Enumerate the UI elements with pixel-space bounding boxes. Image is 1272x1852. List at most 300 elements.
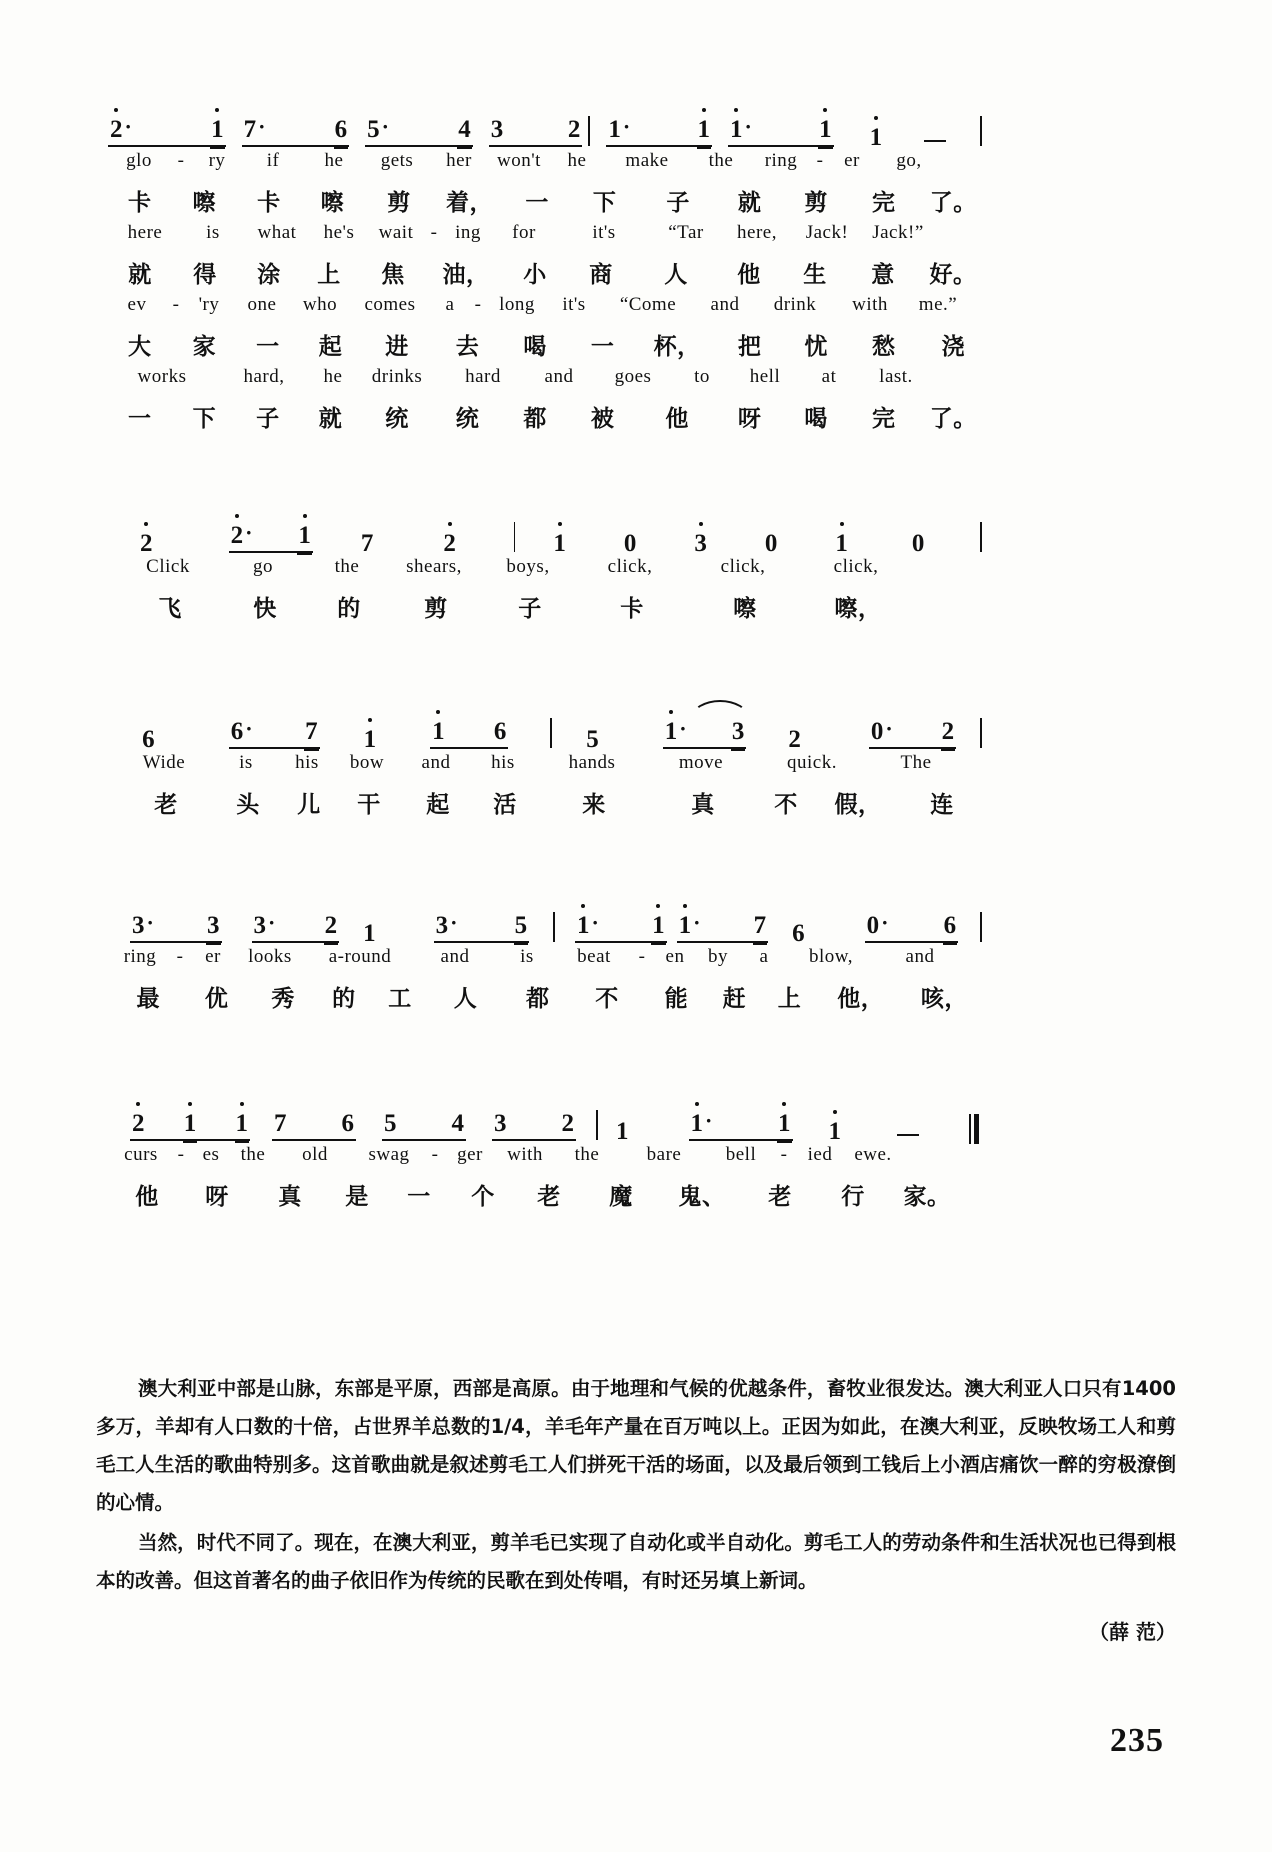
lyric-syllable: click, (607, 556, 653, 577)
note: 5 (514, 912, 528, 939)
note: 1 (211, 116, 224, 143)
note: 1· (678, 910, 701, 939)
lyric-syllable: ewe. (854, 1144, 892, 1165)
lyric-syllable: works (137, 366, 187, 387)
lyric-char: 他， (837, 986, 885, 1012)
system-3-lyrics-cn (108, 786, 988, 824)
lyric-char: 着， (446, 190, 494, 216)
lyric-syllable: drinks (371, 366, 423, 387)
beam-group (229, 718, 320, 752)
lyric-char: 老 (768, 1184, 792, 1210)
lyric-syllable: - (780, 1144, 788, 1165)
lyric-syllable: one (247, 294, 277, 315)
system-1-lyrics-en-2 (108, 222, 988, 256)
lyric-char: 嚓 (320, 190, 345, 216)
lyric-char: 连 (930, 792, 954, 818)
note: 2 (788, 726, 801, 753)
barline (550, 718, 552, 748)
lyric-char: 卡 (257, 190, 281, 216)
note: 1· (608, 114, 631, 143)
lyric-syllable: drink (773, 294, 817, 315)
barline (553, 912, 555, 942)
note: 3 (207, 912, 220, 939)
note: 1· (690, 1108, 713, 1137)
lyric-char: 他 (135, 1184, 159, 1210)
lyric-char: 嚓 (733, 596, 757, 622)
lyric-char: 是 (345, 1184, 369, 1210)
lyric-syllable: ied (807, 1144, 833, 1165)
lyric-char: 去 (455, 334, 480, 360)
lyric-syllable: gets (380, 150, 414, 171)
lyric-char: 干 (357, 792, 381, 818)
final-barline (969, 1114, 979, 1144)
lyric-char: 快 (253, 596, 277, 622)
page-number: 235 (1110, 1722, 1164, 1759)
lyric-syllable: the (334, 556, 360, 577)
lyric-char: 魔 (609, 1184, 633, 1210)
lyric-char: 一 (256, 334, 280, 360)
note: 1 (432, 718, 445, 745)
lyric-syllable: - (431, 1144, 439, 1165)
lyric-syllable: - (638, 946, 646, 967)
note: 2· (230, 520, 253, 549)
lyric-syllable: it's (562, 294, 586, 315)
note: 7 (305, 718, 318, 745)
note: 7 (360, 530, 374, 557)
lyric-char: 一 (590, 334, 615, 360)
lyric-char: 老 (154, 792, 178, 818)
lyric-syllable: hard (465, 366, 501, 387)
barline (588, 116, 590, 146)
lyric-syllable: me.” (918, 294, 958, 315)
lyric-syllable: quick. (787, 752, 837, 773)
lyric-char: 忧 (804, 334, 828, 360)
lyric-char: 涂 (257, 262, 281, 288)
lyric-char: 老 (537, 1184, 561, 1210)
lyric-syllable: “Tar (668, 222, 704, 243)
lyric-syllable: ev (127, 294, 147, 315)
beam-group (242, 116, 350, 150)
beam-group (229, 522, 313, 556)
note: 4 (451, 1110, 464, 1137)
lyric-char: 杯， (653, 334, 701, 360)
lyric-syllable: comes (364, 294, 416, 315)
lyric-syllable: if (266, 150, 280, 171)
lyric-char: 愁 (871, 334, 896, 360)
note: 1 (553, 530, 566, 557)
lyric-char: 上 (317, 262, 341, 288)
lyric-syllable: a (759, 946, 769, 967)
system-5-lyrics-en (108, 1144, 988, 1178)
lyric-syllable: he's (323, 222, 355, 243)
lyric-syllable: - (177, 1144, 185, 1165)
lyric-syllable: at (821, 366, 837, 387)
lyric-char: 呀 (205, 1184, 229, 1210)
lyric-char: 喝 (523, 334, 547, 360)
note: 2· (110, 114, 132, 143)
system-1-notes (108, 104, 988, 150)
system-5-notes (108, 1098, 988, 1144)
barline (514, 522, 516, 552)
lyric-syllable: ring (123, 946, 157, 967)
lyric-char: 起 (426, 792, 450, 818)
lyric-char: 头 (236, 792, 260, 818)
system-1 (108, 104, 988, 438)
note: 0· (866, 910, 889, 939)
lyric-syllable: hands (568, 752, 616, 773)
lyric-syllable: a (445, 294, 455, 315)
lyric-char: 不 (774, 792, 798, 818)
lyric-syllable: Click (146, 556, 190, 577)
lyric-syllable: blow, (808, 946, 854, 967)
lyric-syllable: ing (455, 222, 481, 243)
lyric-syllable: with (852, 294, 888, 315)
beam-group (865, 912, 958, 946)
lyric-char: 能 (664, 986, 689, 1012)
lyric-syllable: is (520, 946, 534, 967)
beam-group (689, 1110, 793, 1144)
system-2-lyrics-en (108, 556, 988, 590)
system-4-notes (108, 900, 988, 946)
lyric-syllable: The (900, 752, 932, 773)
note: 6 (943, 912, 957, 939)
lyric-syllable: - (816, 150, 824, 171)
lyric-syllable: here, (737, 222, 777, 243)
system-2-notes (108, 510, 988, 556)
lyric-syllable: and (710, 294, 740, 315)
beam-group (663, 718, 747, 752)
lyric-char: 人 (664, 262, 688, 288)
lyric-char: 下 (192, 406, 217, 432)
note: 1 (183, 1110, 197, 1137)
lyric-syllable: bell (725, 1144, 757, 1165)
beam-group (108, 116, 226, 150)
lyric-syllable: he (324, 150, 344, 171)
lyric-char: 完 (871, 190, 896, 216)
system-3 (108, 706, 988, 824)
lyric-char: 子 (256, 406, 280, 432)
hold-dash (924, 140, 946, 143)
beam-group (606, 116, 712, 150)
lyric-syllable: er (844, 150, 860, 171)
lyric-char: 家 (192, 334, 217, 360)
musical-score (108, 104, 988, 1222)
note: 2 (324, 912, 338, 939)
beam-group (728, 116, 834, 150)
note: 3 (494, 1110, 507, 1137)
note: 7 (753, 912, 767, 939)
program-notes (96, 1370, 1176, 1602)
note: 0 (764, 530, 778, 557)
lyric-syllable: for (512, 222, 536, 243)
lyric-syllable: and (440, 946, 470, 967)
note: 1 (869, 124, 883, 151)
beam-group (489, 117, 583, 150)
beam-group (869, 718, 956, 752)
system-4-lyrics-en (108, 946, 988, 980)
lyric-syllable: the (240, 1144, 266, 1165)
hold-dash (897, 1134, 919, 1137)
note: 0 (911, 530, 925, 557)
lyric-syllable: shears, (406, 556, 462, 577)
lyric-syllable: by (708, 946, 728, 967)
lyric-char: 剪 (804, 190, 828, 216)
lyric-char: 子 (666, 190, 690, 216)
note: 3 (731, 718, 745, 745)
lyric-char: 下 (592, 190, 617, 216)
lyric-char: 喝 (804, 406, 828, 432)
lyric-char: 最 (136, 986, 160, 1012)
note: 6 (493, 718, 507, 745)
system-1-lyrics-en-1 (108, 150, 988, 184)
lyric-syllable: it's (592, 222, 616, 243)
lyric-syllable: “Come (619, 294, 677, 315)
note: 1 (828, 1118, 841, 1145)
lyric-char: 真 (278, 1184, 302, 1210)
beam-group (272, 1111, 356, 1144)
note: 5 (384, 1110, 397, 1137)
note: 2 (567, 116, 581, 143)
system-gap (108, 1024, 988, 1098)
note: 2 (561, 1110, 574, 1137)
lyric-char: 飞 (158, 596, 182, 622)
lyric-syllable: glo (126, 150, 152, 171)
lyric-syllable: move (678, 752, 724, 773)
lyric-syllable: Jack! (805, 222, 849, 243)
lyric-syllable: her (446, 150, 472, 171)
lyric-char: 剪 (387, 190, 411, 216)
lyric-char: 都 (525, 986, 550, 1012)
lyric-syllable: long (499, 294, 535, 315)
lyric-syllable: wait (378, 222, 414, 243)
system-gap (108, 830, 988, 900)
lyric-syllable: hard, (243, 366, 285, 387)
lyric-char: 被 (590, 406, 615, 432)
beam-group (430, 719, 508, 752)
lyric-char: 不 (595, 986, 619, 1012)
note: 1 (235, 1110, 248, 1137)
lyric-char: 小 (523, 262, 547, 288)
system-2 (108, 510, 988, 628)
lyric-syllable: and (905, 946, 935, 967)
note: 0 (623, 530, 637, 557)
note: 6 (792, 920, 805, 947)
lyric-syllable: go, (896, 150, 922, 171)
lyric-char: 油， (442, 262, 490, 288)
barline (980, 522, 982, 552)
note: 3· (132, 910, 154, 939)
lyric-syllable: es (202, 1144, 220, 1165)
lyric-syllable: won't (497, 150, 541, 171)
note: 2 (132, 1110, 145, 1137)
lyric-char: 好。 (929, 262, 977, 288)
beam-group (382, 1111, 466, 1144)
lyric-char: 嚓， (834, 596, 882, 622)
note: 6 (341, 1110, 354, 1137)
lyric-syllable: who (302, 294, 338, 315)
lyric-char: 意 (871, 262, 895, 288)
system-5 (108, 1098, 988, 1216)
lyric-char: 个 (471, 1184, 495, 1210)
lyric-char: 起 (318, 334, 343, 360)
lyric-char: 活 (493, 792, 517, 818)
lyric-syllable: - (430, 222, 438, 243)
note: 5· (367, 114, 389, 143)
lyric-syllable: he (323, 366, 343, 387)
note: 1· (730, 114, 752, 143)
lyric-syllable: boys, (506, 556, 550, 577)
lyric-char: 假， (834, 792, 882, 818)
barline (980, 718, 982, 748)
lyric-char: 统 (455, 406, 480, 432)
note: 1 (697, 116, 710, 143)
note: 1 (778, 1110, 791, 1137)
system-gap (108, 444, 988, 510)
note: 5 (586, 726, 599, 753)
beam-group (677, 912, 769, 946)
barline-thick (974, 1114, 979, 1144)
lyric-syllable: here (127, 222, 163, 243)
lyric-syllable: - (172, 294, 180, 315)
lyric-syllable: click, (720, 556, 766, 577)
lyric-char: 一 (128, 406, 152, 432)
lyric-char: 得 (193, 262, 217, 288)
lyric-char: 人 (453, 986, 478, 1012)
beam-group (434, 912, 529, 946)
system-1-lyrics-cn-2 (108, 256, 988, 294)
lyric-syllable: old (302, 1144, 328, 1165)
note: 2 (140, 530, 153, 557)
note: 1 (652, 912, 665, 939)
attribution: （薛 范） (1089, 1620, 1176, 1644)
note: 1 (298, 522, 311, 549)
note: 7· (243, 114, 266, 143)
lyric-char: 来 (582, 792, 606, 818)
lyric-char: 呀 (737, 406, 762, 432)
lyric-char: 一 (407, 1184, 431, 1210)
lyric-syllable: and (544, 366, 574, 387)
lyric-syllable: is (239, 752, 253, 773)
lyric-syllable: goes (614, 366, 652, 387)
lyric-syllable: to (694, 366, 710, 387)
lyric-syllable: ring (764, 150, 798, 171)
beam-group (130, 1111, 250, 1144)
lyric-char: 商 (589, 262, 613, 288)
lyric-syllable: - (474, 294, 482, 315)
lyric-syllable: looks (248, 946, 292, 967)
barline (980, 116, 982, 146)
lyric-syllable: bow (349, 752, 385, 773)
lyric-syllable: er (205, 946, 221, 967)
beam-group (365, 116, 473, 150)
lyric-char: 进 (385, 334, 409, 360)
lyric-char: 嚓 (192, 190, 217, 216)
note: 0· (870, 716, 893, 745)
note: 7 (274, 1110, 287, 1137)
beam-group (575, 912, 667, 946)
lyric-syllable: - (176, 946, 184, 967)
lyric-char: 家。 (903, 1184, 951, 1210)
lyric-syllable: - (177, 150, 185, 171)
lyric-char: 统 (385, 406, 409, 432)
lyric-char: 都 (523, 406, 547, 432)
lyric-char: 上 (777, 986, 802, 1012)
system-1-lyrics-en-3 (108, 294, 988, 328)
lyric-char: 他 (737, 262, 761, 288)
lyric-char: 卡 (620, 596, 644, 622)
note: 2 (443, 530, 456, 557)
system-4-lyrics-cn (108, 980, 988, 1018)
lyric-char: 浇 (941, 334, 965, 360)
lyric-char: 秀 (271, 986, 295, 1012)
note: 2 (941, 718, 955, 745)
system-1-lyrics-cn-3 (108, 328, 988, 366)
lyric-syllable: curs (124, 1144, 158, 1165)
note: 3 (490, 116, 504, 143)
note: 3 (694, 530, 707, 557)
lyric-char: 的 (337, 596, 361, 622)
lyric-syllable: swag (368, 1144, 410, 1165)
note: 6 (334, 116, 348, 143)
system-4 (108, 900, 988, 1018)
lyric-char: 焦 (381, 262, 405, 288)
lyric-syllable: with (507, 1144, 543, 1165)
lyric-syllable: hell (749, 366, 781, 387)
system-1-lyrics-cn-4 (108, 400, 988, 438)
note: 6 (142, 726, 155, 753)
lyric-syllable: Jack!” (872, 222, 924, 243)
system-2-lyrics-cn (108, 590, 988, 628)
lyric-syllable: a-round (328, 946, 392, 967)
system-5-lyrics-cn (108, 1178, 988, 1216)
lyric-char: 赶 (722, 986, 747, 1012)
lyric-char: 的 (332, 986, 356, 1012)
beam-group (492, 1111, 576, 1144)
lyric-char: 大 (128, 334, 152, 360)
barline-thin (969, 1114, 971, 1144)
lyric-syllable: he (567, 150, 587, 171)
program-note-paragraph-1: 澳大利亚中部是山脉，东部是平原，西部是高原。由于地理和气候的优越条件，畜牧业很发达。澳大利亚人口只有1400多万，羊却有人口数的十倍，占世界羊总数的1/4，羊毛年产量在百万吨以上。正因为如此，在澳大利亚，反映牧场工人和剪毛工人生活的歌曲特别多。这首歌曲就是叙述剪毛工人们拼死干活的场面，以及最后领到工钱后上小酒店痛饮一醉的穷极潦倒的心情。 (96, 1377, 1176, 1514)
lyric-syllable: ry (208, 150, 226, 171)
lyric-char: 工 (388, 986, 412, 1012)
lyric-char: 把 (737, 334, 762, 360)
lyric-char: 了。 (929, 190, 977, 216)
lyric-char: 鬼、 (678, 1184, 726, 1210)
lyric-syllable: his (491, 752, 515, 773)
system-3-notes (108, 706, 988, 752)
note: 3· (253, 910, 276, 939)
lyric-syllable: 'ry (198, 294, 220, 315)
lyric-char: 了。 (929, 406, 977, 432)
note: 1 (363, 726, 377, 753)
system-3-lyrics-en (108, 752, 988, 786)
note: 1· (664, 716, 687, 745)
note: 1· (577, 910, 599, 939)
lyric-syllable: Wide (142, 752, 186, 773)
lyric-syllable: go (253, 556, 273, 577)
system-1-lyrics-en-4 (108, 366, 988, 400)
lyric-syllable: the (574, 1144, 600, 1165)
lyric-char: 卡 (128, 190, 152, 216)
lyric-syllable: last. (879, 366, 913, 387)
lyric-char: 剪 (424, 596, 448, 622)
lyric-char: 咳， (920, 986, 968, 1012)
lyric-syllable: en (665, 946, 685, 967)
barline (596, 1110, 598, 1140)
lyric-syllable: bare (646, 1144, 682, 1165)
lyric-syllable: the (708, 150, 734, 171)
system-gap (108, 634, 988, 706)
